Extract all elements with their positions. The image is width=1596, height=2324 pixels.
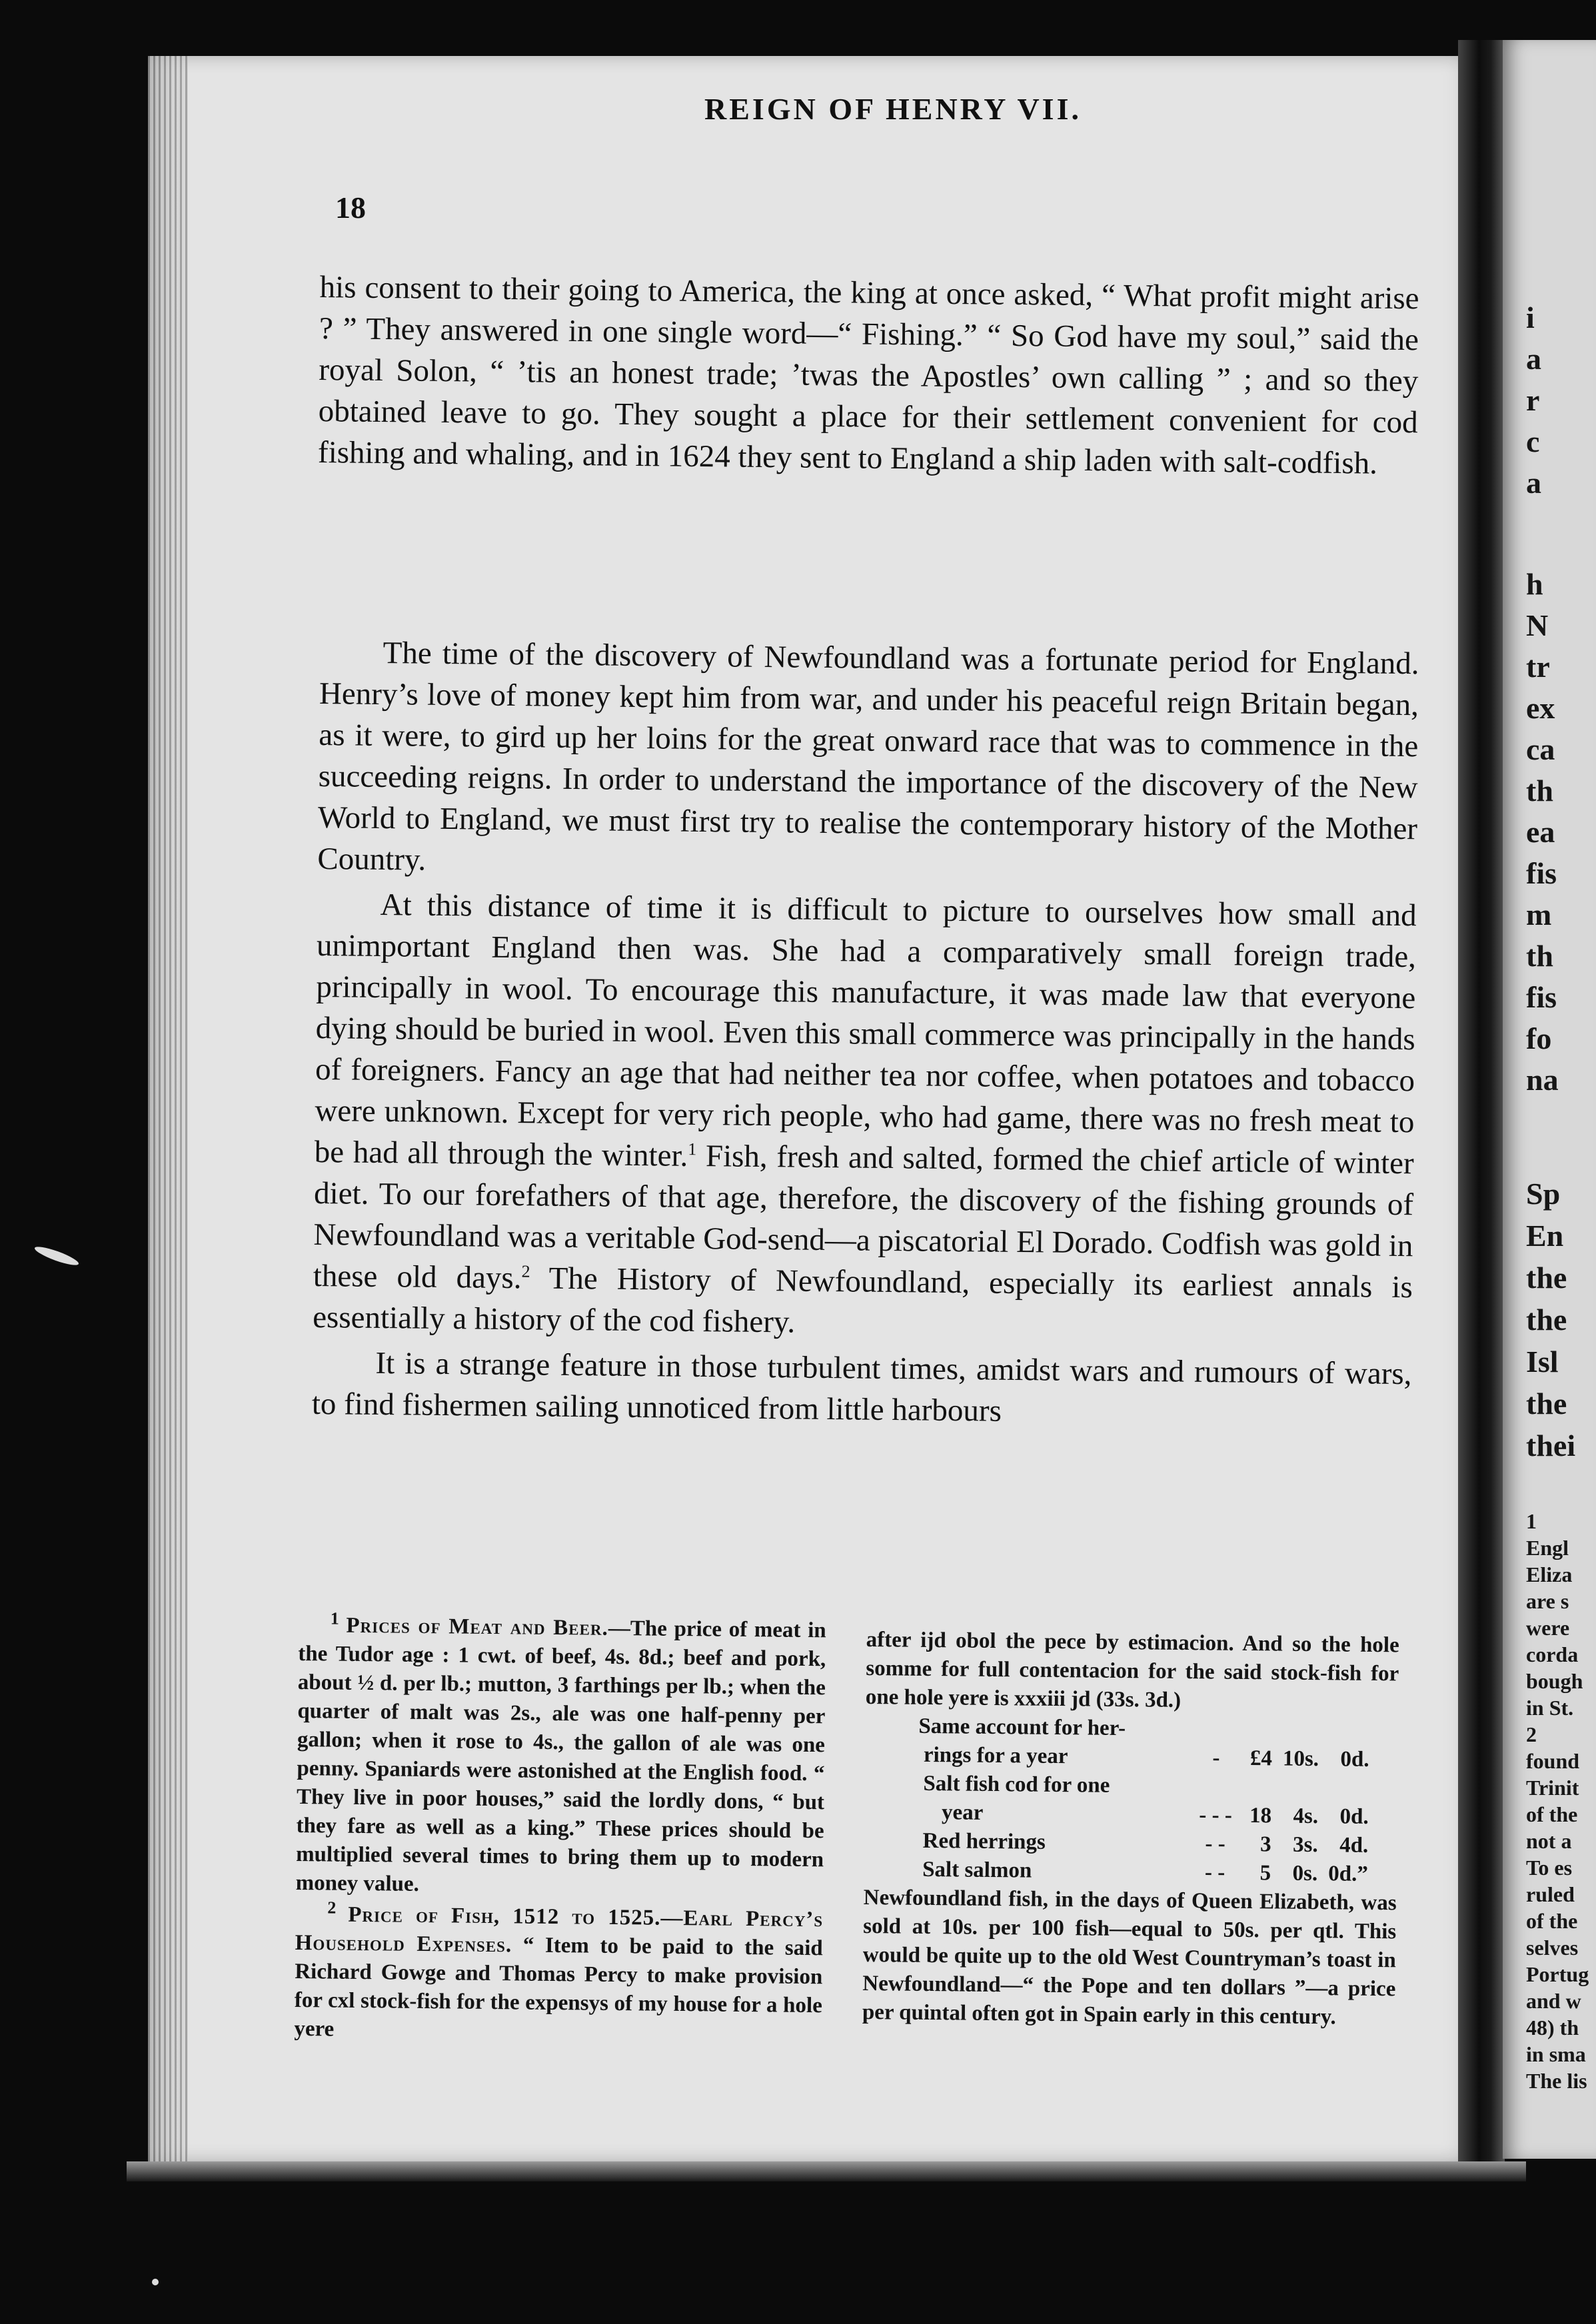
price-item: year [941, 1800, 984, 1825]
table-row [918, 1770, 1374, 1803]
price-leader [1187, 1772, 1244, 1802]
table-row [917, 1827, 1373, 1860]
price-pence: 4d. [1339, 1833, 1369, 1858]
facing-page-fragment: selves [1526, 1936, 1579, 1960]
price-pounds: £4 [1249, 1746, 1273, 1771]
facing-page-fragment: ruled [1526, 1882, 1575, 1906]
facing-page-fragment: corda [1526, 1642, 1579, 1666]
paragraph-england-part-a: At this distance of time it is difficult to picture to ourselves how small and unimportant England then was. She had a comparatively small foreign trade, principally in wool. To encourage this manufacture, it was made law that everyone dying should be buried in wool. Even this small commerce was principally in the hands of foreigners. Fancy an age that had neither tea nor coffee, when potatoes and tobacco were unknown. Except for very rich people, who had game, there was no fresh meat to be had all through the winter. [314, 887, 1417, 1173]
footnote-2-closing: Newfoundland fish, in the days of Queen Elizabeth, was sold at 10s. per 100 fish—equal to 50s. per qtl. This would be quite up to the old West Countryman’s toast in Newfoundland—“ the Pope and ten dollars ”—a price per quintal often got in Spain early in this century. [862, 1885, 1397, 2030]
footnote-1-heading: Prices of Meat and Beer. [346, 1613, 609, 1640]
footnote-1-body: —The price of meat in the Tudor age : 1 cwt. of beef, 4s. 8d.; beef and pork, about ½ d. per lb.; mutton, 3 farthings per lb.; when the quarter of malt was 2s., ale was one half-penny per gallon; when it rose to 4s., the gallon of ale was one penny. Spaniards were astonished at the English food. “ They live in poor houses,” said the lordly dons, “ but they fare as well as a king.” These prices should be multiplied several times to bring them up to modern money value. [295, 1616, 826, 1896]
facing-page-fragment: of the [1526, 1802, 1578, 1826]
footnote-2-body: “ Item to be paid to the said Richard Gowge and Thomas Percy to make provision for cxl stock-fish for the expensys of my house for a hole yere [294, 1933, 823, 2041]
facing-page-fragment: ex [1526, 691, 1555, 725]
paragraph-england-part-c: The History of Newfoundland, especially its earliest annals is essentially a history of the cod fishery. [312, 1261, 1413, 1340]
facing-page-fragment: fo [1526, 1021, 1552, 1055]
continuation-text: his consent to their going to America, the king at once asked, “ What profit might arise ? ” They answered in one single word—“ Fishing.” “ So God have my soul,” said the royal Solon, “ ’tis an honest trade; ’twas the Apostles’ own calling ” ; and so they obtained leave to go. They sought a place for their settlement convenient for cod fishing and whaling, and in 1624 they sent to England a ship laden with salt-codfish. [317, 269, 1419, 481]
paragraph-england [313, 883, 1417, 1349]
price-shillings: 4s. [1293, 1804, 1319, 1829]
facing-page-fragment: r [1526, 383, 1540, 417]
price-leader: - - [1204, 1860, 1225, 1885]
table-row [917, 1856, 1373, 1889]
facing-page-fragment: Portug [1526, 1962, 1589, 1986]
price-shillings: 3s. [1292, 1832, 1318, 1858]
price-leader: - - [1205, 1832, 1225, 1856]
facing-page-fragment: na [1526, 1063, 1559, 1097]
facing-page-fragment: Trinit [1526, 1776, 1579, 1800]
page-edge-stack [148, 56, 188, 2161]
facing-page-fragment: Eliza [1526, 1562, 1573, 1586]
footnote-2-continued: after ijd obol the pece by estimacion. And so the hole somme for full contentacion for the said stock-fish for one hole yere is xxxiii jd (33s. 3d.) [865, 1627, 1399, 1712]
facing-page-fragment: Engl [1526, 1536, 1569, 1560]
facing-page-fragment: fis [1526, 856, 1557, 890]
facing-page-fragment: i [1526, 300, 1535, 334]
price-pounds: 3 [1259, 1832, 1271, 1857]
footnote-2-heading: Price of Fish, 1512 to 1525.—Earl Percy’s Household Expenses. [295, 1902, 824, 1958]
facing-page-fragment: ea [1526, 815, 1555, 849]
facing-page-fragment: a [1526, 466, 1541, 500]
facing-page-fragment: in sma [1526, 2042, 1586, 2066]
facing-page-fragment: Sp [1526, 1177, 1561, 1211]
price-item: rings for a year [923, 1742, 1068, 1769]
facing-page-fragment: are s [1526, 1589, 1569, 1613]
book-gutter [1458, 40, 1505, 2172]
price-shillings: 10s. [1282, 1746, 1319, 1772]
price-pence: 0d. [1339, 1804, 1369, 1829]
facing-page-fragment: 1 [1526, 1509, 1537, 1533]
account-heading: Same account for her- [918, 1714, 1126, 1741]
scan-speck [152, 2279, 159, 2285]
price-leader: - [1212, 1746, 1220, 1770]
price-shillings: 0s. [1292, 1861, 1318, 1886]
price-pence [1323, 1774, 1374, 1803]
price-shillings [1277, 1773, 1324, 1802]
facing-page-fragment: thei [1526, 1429, 1576, 1462]
running-head: REIGN OF HENRY VII. [704, 92, 1082, 126]
price-leader: - - - [1199, 1803, 1232, 1828]
facing-page-fragment: not a [1526, 1829, 1572, 1853]
main-text [311, 632, 1419, 1440]
price-pence: 0d. [1340, 1747, 1369, 1772]
facing-page-fragment: in St. [1526, 1696, 1574, 1720]
footnotes-right-column [862, 1626, 1399, 2032]
price-pounds: 5 [1259, 1861, 1271, 1886]
footnote-marker-1: 1 [688, 1139, 697, 1159]
continuation-paragraph [318, 267, 1419, 484]
facing-page-fragment: 48) th [1526, 2016, 1579, 2039]
facing-page-fragment: m [1526, 897, 1552, 931]
price-pounds: 18 [1249, 1804, 1272, 1828]
facing-page-fragment: th [1526, 939, 1553, 973]
price-pence: 0d.” [1328, 1862, 1369, 1886]
facing-page-fragment: ca [1526, 732, 1555, 766]
facing-page-fragment: c [1526, 424, 1540, 458]
facing-page-fragment: h [1526, 567, 1543, 601]
footnote-1 [295, 1608, 826, 1903]
facing-page-fragment: En [1526, 1219, 1564, 1253]
price-pounds [1244, 1773, 1277, 1802]
facing-page-fragment: bough [1526, 1669, 1583, 1693]
table-row [918, 1798, 1374, 1832]
facing-page-fragment: were [1526, 1616, 1570, 1640]
page-number: 18 [335, 191, 366, 225]
facing-page-fragment: of the [1526, 1909, 1578, 1933]
facing-page-fragment: the [1526, 1261, 1567, 1295]
facing-page-fragment: and w [1526, 1989, 1581, 2013]
price-item: Salt salmon [922, 1857, 1032, 1883]
facing-page-fragment: a [1526, 342, 1541, 376]
footnote-1-number: 1 [330, 1608, 340, 1628]
footnote-marker-2: 2 [521, 1261, 530, 1281]
fish-price-table [917, 1741, 1375, 1889]
facing-page-fragment: 2 [1526, 1722, 1537, 1746]
facing-page-fragment: found [1526, 1749, 1580, 1773]
facing-page-fragment: th [1526, 774, 1553, 808]
footnotes-left-column [294, 1608, 826, 2049]
facing-page-fragment: tr [1526, 650, 1550, 684]
facing-page-fragment: N [1526, 608, 1549, 642]
facing-page-fragment: To es [1526, 1856, 1573, 1880]
paragraph-england-part-b: Fish, fresh and salted, formed the chief article of winter diet. To our forefathers of that age, therefore, the discovery of the fishing grounds of Newfoundland was a veritable God-send—a piscatorial El Dorado. Codfish was gold in these old days. [313, 1138, 1415, 1296]
paragraph-discovery: The time of the discovery of Newfoundland was a fortunate period for England. Henry’s love of money kept him from war, and under his peaceful reign Britain began, as it were, to gird up her loins for the great onward race that was to commence in the succeeding reigns. In order to understand the importance of the discovery of the New World to England, we must first try to realise the contemporary history of the Mother Country. [317, 635, 1419, 877]
price-item: Salt fish cod for one [923, 1771, 1110, 1798]
facing-page-fragment: the [1526, 1303, 1567, 1337]
paragraph-strange-feature: It is a strange feature in those turbulent times, amidst wars and rumours of wars, to find fishermen sailing unnoticed from little harbours [311, 1345, 1412, 1429]
price-item: Red herrings [922, 1828, 1046, 1854]
footnote-2 [294, 1900, 823, 2049]
page-bottom-edge [127, 2161, 1526, 2181]
scan-speck [33, 1243, 81, 1268]
facing-page-fragment: the [1526, 1387, 1567, 1421]
facing-page-fragment: The lis [1526, 2069, 1587, 2093]
footnote-2-number: 2 [327, 1898, 337, 1918]
facing-page-fragment: Isl [1526, 1345, 1559, 1379]
facing-page-fragment: fis [1526, 980, 1557, 1014]
table-row [918, 1741, 1375, 1774]
